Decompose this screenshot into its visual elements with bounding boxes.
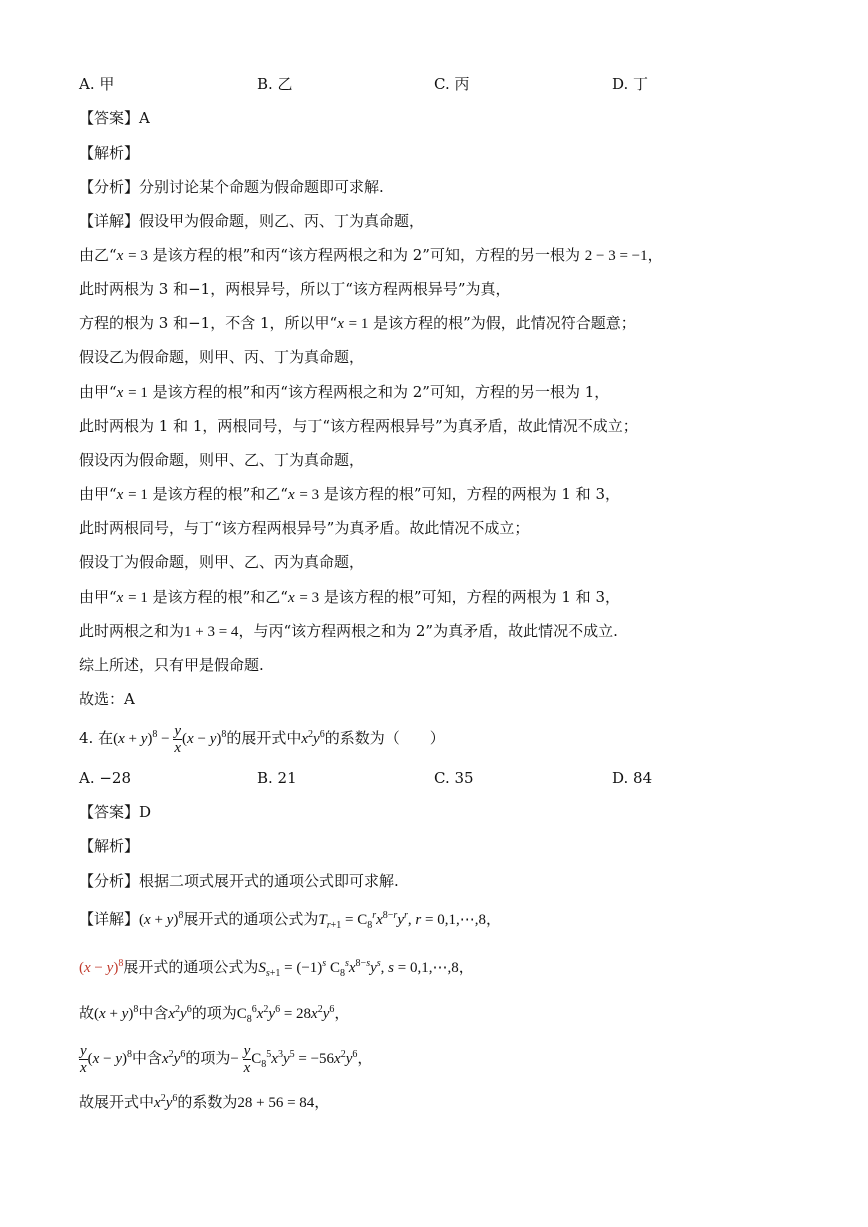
detail-line-2: $(x - y)^8$展开式的通项公式为$S_{s+1} = (-1)^s$ $C_8^sx^{8-s}y^s$, s = 0,1,⋯,8，	[79, 958, 474, 979]
detail-line-12: 由甲“x = 1 是该方程的根”和乙“x = 3 是该方程的根”可知，方程的两根为 1 和 3，	[79, 588, 620, 606]
detail-line-5: 故展开式中$x^2y^6$的系数为28 + 56 = 84，	[79, 1093, 330, 1111]
option-b: B. 乙	[257, 75, 293, 93]
detail-line-2: 由乙“x = 3 是该方程的根”和丙“该方程两根之和为 2”可知，方程的另一根为 2 − 3 = −1，	[79, 246, 663, 264]
detail-line-11: 假设丁为假命题，则甲、乙、丙为真命题，	[79, 553, 365, 571]
detail-line-9: 由甲“x = 1 是该方程的根”和乙“x = 3 是该方程的根”可知，方程的两根为 1 和 3，	[79, 485, 620, 503]
detail-line-1	[79, 211, 424, 231]
detail-line-4: 方程的根为 3 和−1，不含 1，所以甲“x = 1 是该方程的根”为假，此情况符合题意；	[79, 314, 636, 332]
summary-text: 综上所述，只有甲是假命题.	[79, 656, 264, 674]
jiexi-label: 【解析】	[79, 837, 140, 855]
option-d: D. 丁	[612, 75, 649, 93]
option-b: B. 21	[257, 769, 297, 787]
answer-label: 【答案】A	[79, 109, 150, 127]
analysis-text: 【分析】分别讨论某个命题为假命题即可求解.	[79, 178, 384, 196]
detail-line-1: 【详解】$(x + y)^8$展开式的通项公式为$T_{r+1} = C_8^rx^{8-r}y^r$, r = 0,1,⋯,8，	[79, 910, 501, 931]
highlighted-binomial: $(x - y)^8$	[79, 958, 124, 976]
analysis-text: 【分析】根据二项式展开式的通项公式即可求解.	[79, 872, 399, 890]
detail-line-7: 此时两根为 1 和 1，两根同号，与丁“该方程两根异号”为真矛盾，故此情况不成立；	[79, 417, 638, 435]
detail-line-8: 假设丙为假命题，则甲、乙、丁为真命题，	[79, 451, 365, 469]
choice-text: 故选：A	[79, 690, 135, 708]
jiexi-label: 【解析】	[79, 144, 140, 162]
detail-label: 【详解】	[79, 212, 140, 230]
detail-line-10: 此时两根同号，与丁“该方程两根异号”为真矛盾。故此情况不成立；	[79, 519, 530, 537]
question-4-stem: 4. 在$(x + y)^8$ − $\frac{y}{x}$ $(x - y)^8$的展开式中$x^2y^6$的系数为（ ）	[79, 722, 445, 756]
option-c: C. 35	[434, 769, 474, 787]
detail-line-3: 故$(x + y)^8$中含$x^2y^6$的项为$C_8^6x^2y^6 = 28x^2y^6$，	[79, 1004, 350, 1025]
option-d: D. 84	[612, 769, 653, 787]
detail-line-4: $\frac{y}{x}$ $(x - y)^8$中含$x^2y^6$的项为− $\frac{y}{x}$ $C_8^5x^3y^5 = -56x^2y^6$，	[80, 1042, 373, 1076]
option-a: A. 甲	[79, 75, 115, 93]
option-a: A. −28	[79, 769, 132, 787]
detail-line-13: 此时两根之和为1 + 3 = 4，与丙“该方程两根之和为 2”为真矛盾，故此情况不成立.	[79, 622, 618, 640]
detail-line-5: 假设乙为假命题，则甲、丙、丁为真命题，	[79, 348, 365, 366]
answer-label: 【答案】D	[79, 803, 152, 821]
detail-line-3: 此时两根为 3 和−1，两根异号，所以丁“该方程两根异号”为真，	[79, 280, 511, 298]
detail-line-6: 由甲“x = 1 是该方程的根”和丙“该方程两根之和为 2”可知，方程的另一根为 1，	[79, 383, 610, 401]
option-c: C. 丙	[434, 75, 470, 93]
detail-text: 假设甲为假命题，则乙、丙、丁为真命题，	[139, 212, 425, 230]
